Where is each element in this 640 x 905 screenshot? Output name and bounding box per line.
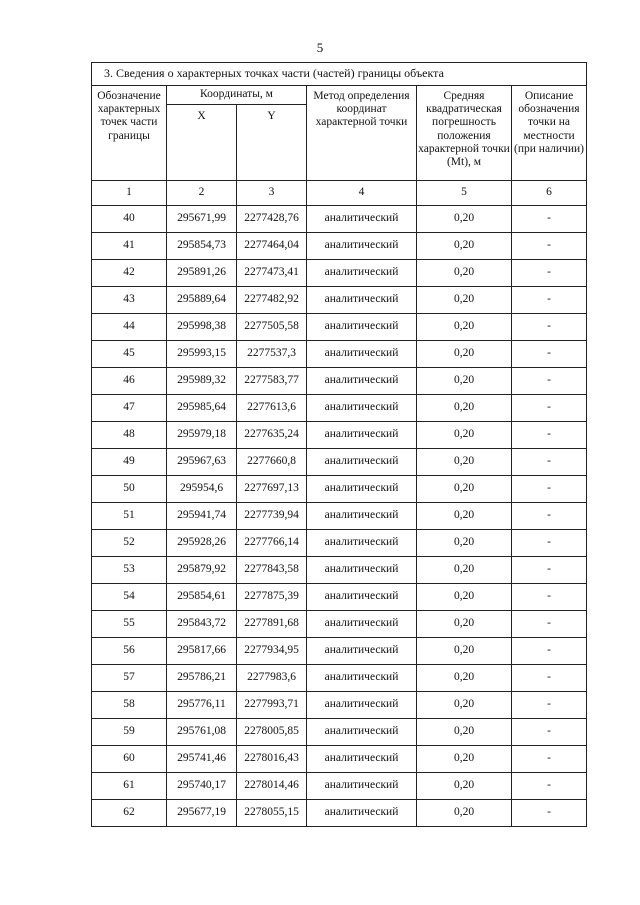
cell-method: аналитический — [307, 314, 417, 341]
cell-description: - — [512, 557, 587, 584]
table-row — [92, 800, 587, 827]
column-number: 3 — [237, 181, 307, 206]
table-row — [92, 746, 587, 773]
cell-description: - — [512, 233, 587, 260]
table-row — [92, 260, 587, 287]
cell-description: - — [512, 395, 587, 422]
table-row — [92, 665, 587, 692]
table-row — [92, 314, 587, 341]
column-number: 4 — [307, 181, 417, 206]
cell-point: 45 — [92, 341, 167, 368]
cell-mt: 0,20 — [417, 719, 512, 746]
cell-method: аналитический — [307, 341, 417, 368]
cell-x: 295998,38 — [167, 314, 237, 341]
cell-mt: 0,20 — [417, 368, 512, 395]
cell-mt: 0,20 — [417, 314, 512, 341]
cell-method: аналитический — [307, 368, 417, 395]
cell-method: аналитический — [307, 584, 417, 611]
cell-mt: 0,20 — [417, 206, 512, 233]
cell-description: - — [512, 530, 587, 557]
cell-y: 2277766,14 — [237, 530, 307, 557]
cell-point: 55 — [92, 611, 167, 638]
cell-method: аналитический — [307, 692, 417, 719]
cell-mt: 0,20 — [417, 287, 512, 314]
cell-method: аналитический — [307, 665, 417, 692]
header-x: X — [167, 105, 237, 181]
cell-point: 49 — [92, 449, 167, 476]
cell-y: 2278005,85 — [237, 719, 307, 746]
cell-y: 2277537,3 — [237, 341, 307, 368]
cell-description: - — [512, 746, 587, 773]
cell-point: 43 — [92, 287, 167, 314]
cell-mt: 0,20 — [417, 638, 512, 665]
cell-x: 295671,99 — [167, 206, 237, 233]
table-row — [92, 449, 587, 476]
cell-y: 2277993,71 — [237, 692, 307, 719]
cell-description: - — [512, 314, 587, 341]
cell-y: 2277505,58 — [237, 314, 307, 341]
cell-point: 56 — [92, 638, 167, 665]
page-number: 5 — [316, 40, 324, 55]
cell-mt: 0,20 — [417, 341, 512, 368]
cell-x: 295843,72 — [167, 611, 237, 638]
cell-point: 40 — [92, 206, 167, 233]
table-row — [92, 719, 587, 746]
cell-description: - — [512, 800, 587, 827]
cell-y: 2277635,24 — [237, 422, 307, 449]
cell-description: - — [512, 287, 587, 314]
cell-method: аналитический — [307, 530, 417, 557]
cell-x: 295967,63 — [167, 449, 237, 476]
header-method: Метод определения координат характерной точки — [307, 86, 417, 181]
cell-description: - — [512, 503, 587, 530]
cell-x: 295993,15 — [167, 341, 237, 368]
cell-description: - — [512, 719, 587, 746]
cell-y: 2277739,94 — [237, 503, 307, 530]
cell-x: 295928,26 — [167, 530, 237, 557]
column-number: 1 — [92, 181, 167, 206]
cell-point: 46 — [92, 368, 167, 395]
cell-point: 58 — [92, 692, 167, 719]
cell-point: 59 — [92, 719, 167, 746]
header-row — [92, 86, 587, 105]
cell-method: аналитический — [307, 476, 417, 503]
table-row — [92, 422, 587, 449]
cell-mt: 0,20 — [417, 260, 512, 287]
cell-point: 60 — [92, 746, 167, 773]
cell-point: 57 — [92, 665, 167, 692]
cell-y: 2277697,13 — [237, 476, 307, 503]
cell-description: - — [512, 665, 587, 692]
cell-y: 2277482,92 — [237, 287, 307, 314]
table-row — [92, 476, 587, 503]
cell-mt: 0,20 — [417, 449, 512, 476]
cell-x: 295989,32 — [167, 368, 237, 395]
cell-description: - — [512, 368, 587, 395]
cell-mt: 0,20 — [417, 557, 512, 584]
cell-point: 52 — [92, 530, 167, 557]
cell-mt: 0,20 — [417, 773, 512, 800]
cell-method: аналитический — [307, 773, 417, 800]
cell-description: - — [512, 692, 587, 719]
cell-method: аналитический — [307, 746, 417, 773]
cell-x: 295740,17 — [167, 773, 237, 800]
cell-point: 54 — [92, 584, 167, 611]
cell-point: 42 — [92, 260, 167, 287]
cell-y: 2277891,68 — [237, 611, 307, 638]
cell-mt: 0,20 — [417, 503, 512, 530]
table-row — [92, 638, 587, 665]
cell-mt: 0,20 — [417, 665, 512, 692]
cell-point: 62 — [92, 800, 167, 827]
section-title: 3. Сведения о характерных точках части (частей) границы объекта — [92, 63, 587, 86]
cell-method: аналитический — [307, 503, 417, 530]
cell-method: аналитический — [307, 206, 417, 233]
cell-description: - — [512, 260, 587, 287]
cell-mt: 0,20 — [417, 692, 512, 719]
cell-point: 51 — [92, 503, 167, 530]
cell-description: - — [512, 422, 587, 449]
cell-mt: 0,20 — [417, 746, 512, 773]
cell-x: 295761,08 — [167, 719, 237, 746]
cell-method: аналитический — [307, 557, 417, 584]
cell-x: 295786,21 — [167, 665, 237, 692]
cell-x: 295954,6 — [167, 476, 237, 503]
table-row — [92, 206, 587, 233]
cell-point: 53 — [92, 557, 167, 584]
cell-y: 2277473,41 — [237, 260, 307, 287]
cell-y: 2277428,76 — [237, 206, 307, 233]
cell-method: аналитический — [307, 638, 417, 665]
cell-x: 295741,46 — [167, 746, 237, 773]
cell-y: 2278055,15 — [237, 800, 307, 827]
cell-x: 295677,19 — [167, 800, 237, 827]
cell-y: 2277464,04 — [237, 233, 307, 260]
table-row — [92, 773, 587, 800]
cell-method: аналитический — [307, 449, 417, 476]
cell-x: 295979,18 — [167, 422, 237, 449]
cell-method: аналитический — [307, 719, 417, 746]
cell-mt: 0,20 — [417, 800, 512, 827]
column-numbers-row — [92, 181, 587, 206]
section-title-row — [92, 63, 587, 86]
cell-point: 44 — [92, 314, 167, 341]
cell-y: 2277660,8 — [237, 449, 307, 476]
cell-x: 295776,11 — [167, 692, 237, 719]
header-coords: Координаты, м — [167, 86, 307, 105]
table-row — [92, 692, 587, 719]
cell-y: 2277613,6 — [237, 395, 307, 422]
column-number: 5 — [417, 181, 512, 206]
cell-y: 2277875,39 — [237, 584, 307, 611]
cell-x: 295879,92 — [167, 557, 237, 584]
cell-point: 41 — [92, 233, 167, 260]
cell-mt: 0,20 — [417, 233, 512, 260]
cell-mt: 0,20 — [417, 584, 512, 611]
cell-x: 295985,64 — [167, 395, 237, 422]
cell-mt: 0,20 — [417, 530, 512, 557]
table-row — [92, 530, 587, 557]
cell-description: - — [512, 341, 587, 368]
cell-y: 2277983,6 — [237, 665, 307, 692]
cell-method: аналитический — [307, 611, 417, 638]
cell-mt: 0,20 — [417, 395, 512, 422]
table-row — [92, 233, 587, 260]
cell-method: аналитический — [307, 422, 417, 449]
column-number: 2 — [167, 181, 237, 206]
table-row — [92, 584, 587, 611]
cell-y: 2277843,58 — [237, 557, 307, 584]
header-y: Y — [237, 105, 307, 181]
cell-mt: 0,20 — [417, 422, 512, 449]
table-row — [92, 287, 587, 314]
cell-description: - — [512, 449, 587, 476]
header-description: Описание обозначения точки на местности (при наличии) — [512, 86, 587, 181]
table-row — [92, 368, 587, 395]
column-number: 6 — [512, 181, 587, 206]
cell-y: 2278016,43 — [237, 746, 307, 773]
cell-point: 48 — [92, 422, 167, 449]
table-row — [92, 395, 587, 422]
cell-description: - — [512, 476, 587, 503]
cell-y: 2278014,46 — [237, 773, 307, 800]
cell-x: 295817,66 — [167, 638, 237, 665]
cell-x: 295941,74 — [167, 503, 237, 530]
cell-method: аналитический — [307, 233, 417, 260]
cell-description: - — [512, 584, 587, 611]
cell-y: 2277583,77 — [237, 368, 307, 395]
cell-mt: 0,20 — [417, 476, 512, 503]
boundary-points-table — [91, 62, 587, 827]
cell-x: 295854,73 — [167, 233, 237, 260]
table-row — [92, 557, 587, 584]
table-row — [92, 341, 587, 368]
cell-method: аналитический — [307, 287, 417, 314]
cell-x: 295889,64 — [167, 287, 237, 314]
table-row — [92, 503, 587, 530]
header-error: Средняя квадратическая погрешность положения характерной точки (Mt), м — [417, 86, 512, 181]
table-row — [92, 611, 587, 638]
cell-description: - — [512, 773, 587, 800]
cell-point: 50 — [92, 476, 167, 503]
cell-y: 2277934,95 — [237, 638, 307, 665]
header-point: Обозначение характерных точек части границы — [92, 86, 167, 181]
cell-description: - — [512, 611, 587, 638]
cell-x: 295891,26 — [167, 260, 237, 287]
cell-description: - — [512, 638, 587, 665]
cell-mt: 0,20 — [417, 611, 512, 638]
cell-point: 61 — [92, 773, 167, 800]
cell-method: аналитический — [307, 395, 417, 422]
cell-method: аналитический — [307, 800, 417, 827]
cell-x: 295854,61 — [167, 584, 237, 611]
cell-point: 47 — [92, 395, 167, 422]
cell-description: - — [512, 206, 587, 233]
cell-method: аналитический — [307, 260, 417, 287]
